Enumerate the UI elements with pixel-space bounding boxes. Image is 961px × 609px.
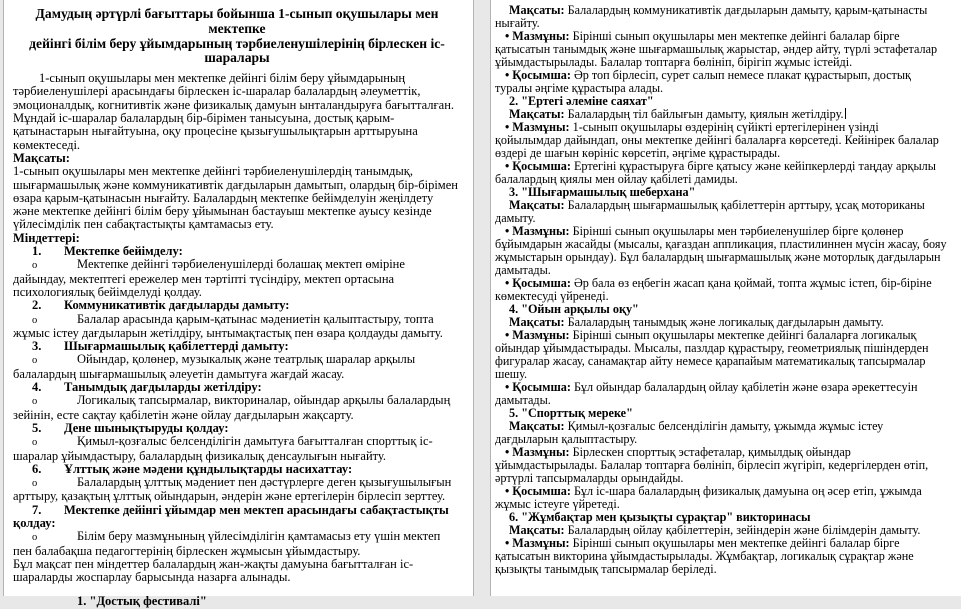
paragraph-label: Қосымша: — [512, 484, 571, 498]
activity-goal[interactable] — [495, 199, 948, 225]
paragraph-label: Қосымша: — [512, 380, 571, 394]
list-number: 1. — [32, 244, 42, 259]
activity-detail[interactable] — [495, 277, 948, 303]
document-paragraph[interactable] — [13, 165, 461, 231]
paragraph-text: Бұл іс-шара балалардың физикалық дамуына оң әсер етіп, ұжымда жұмыс істеуге үйретеді. — [495, 484, 922, 511]
list-number: 7. — [32, 502, 42, 517]
paragraph-label: Мақсаты: — [509, 315, 565, 329]
paragraph-text: Бұл мақсат пен міндеттер балалардың жан-жақты дамуына бағытталған іс-шараларды жоспарлау барысында назарға алынады. — [13, 556, 414, 585]
paragraph-text: Коммуникативтік дағдыларды дамыту: — [64, 298, 290, 313]
bullet-icon: • — [505, 120, 510, 134]
paragraph-text: Логикалық тапсырмалар, викториналар, ойындар арқылы балалардың зейінін, есте сақтау қабілетін және ойлау дағдыларын жақсарту. — [13, 393, 451, 422]
sub-bullet-icon: o — [32, 396, 38, 408]
section-label[interactable] — [13, 152, 461, 165]
paragraph-text: 5. "Спорттық мереке" — [509, 406, 633, 420]
paragraph-label: Мазмұны: — [512, 536, 570, 550]
document-title — [13, 7, 461, 66]
paragraph-text: Мақсаты: — [13, 150, 70, 165]
paragraph-label: Мақсаты: — [509, 107, 565, 121]
bullet-icon: • — [505, 29, 510, 43]
paragraph-text: Мектепке дейінгі ұйымдар мен мектеп арасындағы сабақтастықты қолдау: — [13, 502, 449, 530]
objective-detail[interactable] — [13, 476, 461, 504]
text-cursor — [845, 108, 846, 119]
paragraph-label: Мақсаты: — [509, 198, 565, 212]
document-title-line[interactable]: дейінгі білім беру ұйымдарының тәрбиеленушілерінің бірлескен іс- — [29, 35, 445, 51]
bullet-icon: • — [505, 445, 510, 459]
paragraph-text: Ұлттық және мәдени құндылықтарды насихаттау: — [64, 461, 353, 476]
bullet-icon: • — [505, 484, 510, 498]
objective-item[interactable] — [13, 381, 461, 394]
objective-item[interactable] — [13, 463, 461, 476]
paragraph-text: 6. "Жұмбақтар мен қызықты сұрақтар" викторинасы — [509, 510, 811, 524]
sub-bullet-icon: o — [32, 437, 38, 449]
objective-detail[interactable] — [13, 258, 461, 299]
paragraph-text: 1-сынып оқушылары мен мектепке дейінгі тәрбиеленушілердің танымдық, шығармашылық және коммуникативтік дағдыларын дамытып, олардың бір-бірімен өзара қарым-қатынасын нығайту. Балалардың мектепке бейімделуін жеңілдету және мектепке дейінгі білім беру ұйымынан бастауыш мектепке ауысу кезінде үйлесімділік пен сабақтастықты қамтамасыз ету. — [13, 164, 458, 232]
list-number: 2. — [32, 298, 42, 313]
activity-detail[interactable] — [495, 121, 948, 160]
document-paragraph[interactable] — [13, 558, 461, 585]
bullet-icon: • — [505, 224, 510, 238]
list-number: 6. — [32, 461, 42, 476]
activity-detail[interactable] — [495, 225, 948, 277]
paragraph-text: Балалардың шығармашылық қабілеттерін арттыру, ұсақ моториканы дамыту. — [495, 198, 925, 225]
paragraph-label: Қосымша: — [512, 159, 571, 173]
paragraph-text: Дене шынықтыруды қолдау: — [64, 420, 229, 435]
bullet-icon: • — [505, 276, 510, 290]
objective-detail[interactable] — [13, 353, 461, 381]
objective-item[interactable] — [13, 245, 461, 258]
paragraph-text: Танымдық дағдыларды жетілдіру: — [64, 380, 262, 395]
paragraph-text: Балалардың коммуникативтік дағдыларын дамыту, қарым-қатынасты нығайту. — [495, 3, 928, 30]
paragraph-text: Бірінші сынып оқушылары мен мектепке дейінгі балалар бірге қатысатын танымдық және шығармашылық жарыстар, әндер айту, түрлі эстафеталар ұйымдастырылады. Балалар топтарға бөлініп, бірігіп жұмыс істейді. — [495, 29, 938, 69]
paragraph-text: 2. "Ертегі әлеміне саяхат" — [509, 94, 654, 108]
page-1[interactable] — [3, 0, 474, 609]
paragraph-label: Қосымша: — [512, 276, 571, 290]
paragraph-text: Мектепке дейінгі тәрбиеленушілерді болашақ мектеп өміріне дайындау, мектептегі ережелер мен тәртіпті түсіндіру, мектеп ортасына психологиялық бейімделуді қолдау. — [13, 257, 405, 299]
activity-detail[interactable] — [495, 160, 948, 186]
paragraph-label: Мазмұны: — [512, 224, 570, 238]
objective-item[interactable] — [13, 422, 461, 435]
list-number: 3. — [32, 339, 42, 354]
paragraph-text: Қимыл-қозғалыс белсенділігін дамыту, ұжымда жұмыс істеу дағдыларын қалыптастыру. — [495, 419, 884, 446]
paragraph-label: Мазмұны: — [512, 328, 570, 342]
paragraph-text: 1. "Достық фестивалі" — [77, 594, 207, 609]
paragraph-text: Балалардың ұлттық мәдениет пен дәстүрлерге деген қызығушылығын арттыру, қазақтың ұлттық ойындарын, әндерін және ертегілерін бірлесіп зерттеу. — [13, 475, 452, 504]
sub-bullet-icon: o — [32, 260, 38, 272]
paragraph-text: Ертегіні құрастыруға бірге қатысу және кейіпкерлерді таңдау арқылы балалардың қиялы мен ойлау қабілеті дамиды. — [495, 159, 936, 186]
paragraph-text: Білім беру мазмұнының үйлесімділігін қамтамасыз ету үшін мектеп пен балабақша педагогтерінің бірлескен жұмысын ұйымдастыру. — [13, 529, 441, 558]
activity-detail[interactable] — [495, 446, 948, 485]
page-1-body — [13, 72, 461, 609]
paragraph-text: Балалардың танымдық және логикалық дағдыларын дамыту. — [564, 315, 884, 329]
sub-bullet-icon: o — [32, 532, 38, 544]
objective-detail[interactable] — [13, 313, 461, 341]
paragraph-text: Бірінші сынып оқушылары мектепке дейінгі балаларға логикалық ойындар ұйымдастырады. Мысалы, пазлдар құрастыру, геометриялық пішіндерден фигуралар жасау, санамақтар айту немесе қарапайым математикалық тапсырмалар шешу. — [495, 328, 929, 381]
paragraph-label: Мазмұны: — [512, 445, 570, 459]
objective-item[interactable] — [13, 340, 461, 353]
activity-detail[interactable] — [495, 537, 948, 576]
paragraph-text: Балалардың ойлау қабілеттерін, зейіндерін және білімдерін дамыту. — [564, 523, 921, 537]
paragraph-label: Мазмұны: — [512, 120, 570, 134]
paragraph-text: Бірінші сынып оқушылары мен мектепке дейінгі балалар бірге қатысатын викторина ұйымдастырылады. Жұмбақтар, логикалық сұрақтар және қызықты танымдық тапсырмалар беріледі. — [495, 536, 914, 576]
objective-detail[interactable] — [13, 435, 461, 463]
paragraph-label: Қосымша: — [512, 68, 571, 82]
section-label[interactable] — [13, 232, 461, 245]
paragraph-text: Ойындар, қолөнер, музыкалық және театрлық шаралар арқылы балалардың шығармашылық әлеуетін дамытуға жағдай жасау. — [13, 352, 416, 381]
paragraph-text: 1-сынып оқушылары мен мектепке дейінгі білім беру ұйымдарының тәрбиеленушілері арасындағы бірлескен іс-шаралар балалардың әлеуметтік, эмоционалдық, когнитивтік және физикалық дамуын ынталандыруға бағытталған. Мұндай іс-шаралар балалардың бір-бірімен танысуына, достық қарым-қатынастарын нығайтуына, оқу процесіне қызығушылықтарын арттыруына көмектеседі. — [13, 71, 455, 152]
paragraph-label: Мақсаты: — [509, 419, 565, 433]
paragraph-text: 1-сынып оқушылары өздерінің сүйікті ертегілерінен үзінді қойылымдар дайындап, оны мектепке дейінгі балаларға көрсетеді. Кейінірек балалар өздері де шағын көрініс көрсетіп, әңгіме құрастырады. — [495, 120, 939, 160]
sub-bullet-icon: o — [32, 314, 38, 326]
paragraph-text: Бірінші сынып оқушылары мен тәрбиеленушілер бірге қолөнер бұйымдарын жасайды (мысалы, қағаздан аппликация, пластилиннен мүсін жасау, бояу жұмыстарын орындау). Бұл балалардың шығармашылық және моторлық дағдыларын дамытады. — [495, 224, 947, 277]
document-paragraph[interactable] — [13, 72, 461, 152]
bullet-icon: • — [505, 328, 510, 342]
paragraph-text: Міндеттері: — [13, 230, 80, 245]
activity-detail[interactable] — [495, 329, 948, 381]
paragraph-label: Мақсаты: — [509, 3, 565, 17]
paragraph-text: Мектепке бейімделу: — [64, 244, 183, 259]
document-title-line[interactable]: Дамудың әртүрлі бағыттары бойынша 1-сынып оқушылары мен мектепке — [35, 6, 439, 36]
activity-detail[interactable] — [495, 30, 948, 69]
activity-goal[interactable] — [495, 4, 948, 30]
paragraph-text: Бұл ойындар балалардың ойлау қабілетін және өзара әрекеттесуін дамытады. — [495, 380, 918, 407]
paragraph-text: 3. "Шығармашылық шеберхана" — [509, 185, 696, 199]
document-title-line[interactable]: шаралары — [204, 50, 270, 66]
activity-detail[interactable] — [495, 381, 948, 407]
objective-detail[interactable] — [13, 530, 461, 558]
paragraph-text: Әр топ бірлесіп, сурет салып немесе плакат құрастырып, достық туралы әңгіме құрастыра алады. — [495, 68, 911, 95]
paragraph-text: Балалардың тіл байлығын дамыту, қиялын жетілдіру. — [564, 107, 844, 121]
paragraph-label: Мазмұны: — [512, 29, 570, 43]
bullet-icon: • — [505, 68, 510, 82]
paragraph-text: 4. "Ойын арқылы оқу" — [509, 302, 639, 316]
list-number: 4. — [32, 380, 42, 395]
activity-detail[interactable] — [495, 485, 948, 511]
paragraph-label: Мақсаты: — [509, 523, 565, 537]
activity-heading[interactable] — [13, 595, 461, 608]
paragraph-text: Шығармашылық қабілеттерді дамыту: — [64, 339, 289, 354]
page-2-body — [495, 4, 948, 576]
list-number: 5. — [32, 420, 42, 435]
bullet-icon: • — [505, 536, 510, 550]
activity-detail[interactable] — [495, 69, 948, 95]
objective-item[interactable] — [13, 504, 461, 531]
bullet-icon: • — [505, 380, 510, 394]
paragraph-text: Қимыл-қозғалыс белсенділігін дамытуға бағытталған спорттық іс-шаралар ұйымдастыру, балалардың физикалық денсаулығын нығайту. — [13, 434, 433, 463]
paragraph-text: Әр бала өз еңбегін жасап қана қоймай, топта жұмыс істеп, бір-біріне көмектесуді үйренеді. — [495, 276, 932, 303]
sub-bullet-icon: o — [32, 355, 38, 367]
page-2[interactable] — [490, 0, 961, 596]
objective-item[interactable] — [13, 299, 461, 312]
objective-detail[interactable] — [13, 394, 461, 422]
activity-goal[interactable] — [495, 420, 948, 446]
paragraph-text: Балалар арасында қарым-қатынас мәдениетін қалыптастыру, топта жұмыс істеу дағдыларын жетілдіру, ынтымақтастық пен өзара қолдауды дамыту. — [13, 311, 443, 340]
paragraph-text: Бірлескен спорттық эстафеталар, қимылдық ойындар ұйымдастырылады. Балалар топтарға бөлініп, бірлесіп жүгіріп, кедергілерден өтіп, әртүрлі тапсырмаларды орындайды. — [495, 445, 929, 485]
sub-bullet-icon: o — [32, 478, 38, 490]
bullet-icon: • — [505, 159, 510, 173]
